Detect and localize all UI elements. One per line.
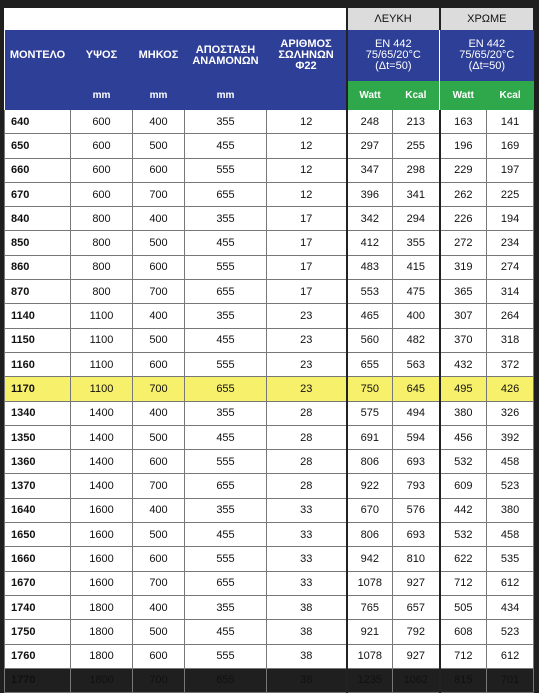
cell-length: 400	[133, 498, 185, 522]
cell-distance: 655	[185, 571, 267, 595]
cell-kcal-chrome: 434	[487, 595, 534, 619]
cell-model: 1650	[5, 523, 71, 547]
cell-kcal-chrome: 458	[487, 523, 534, 547]
cell-distance: 655	[185, 182, 267, 206]
cell-kcal-chrome: 314	[487, 280, 534, 304]
cell-model: 1150	[5, 328, 71, 352]
cell-watt-chrome: 319	[440, 255, 487, 279]
cell-kcal-white: 810	[393, 547, 440, 571]
cell-tubes: 12	[267, 182, 347, 206]
table-row	[5, 304, 534, 328]
table-row	[5, 498, 534, 522]
cell-watt-white: 575	[347, 401, 393, 425]
table-row	[5, 207, 534, 231]
cell-distance: 455	[185, 425, 267, 449]
cell-model: 1740	[5, 595, 71, 619]
table-row	[5, 620, 534, 644]
table-row	[5, 352, 534, 376]
cell-distance: 455	[185, 523, 267, 547]
cell-height: 1100	[71, 352, 133, 376]
cell-length: 500	[133, 425, 185, 449]
cell-watt-chrome: 380	[440, 401, 487, 425]
unit-kcal-white: Kcal	[393, 81, 440, 110]
cell-length: 700	[133, 668, 185, 692]
cell-distance: 555	[185, 352, 267, 376]
header-length: ΜΗΚΟΣ	[133, 30, 185, 81]
cell-height: 1400	[71, 474, 133, 498]
cell-length: 500	[133, 134, 185, 158]
cell-model: 640	[5, 110, 71, 134]
cell-model: 850	[5, 231, 71, 255]
cell-length: 600	[133, 450, 185, 474]
cell-kcal-white: 494	[393, 401, 440, 425]
cell-model: 840	[5, 207, 71, 231]
cell-kcal-chrome: 458	[487, 450, 534, 474]
cell-kcal-chrome: 701	[487, 668, 534, 692]
cell-kcal-white: 657	[393, 595, 440, 619]
cell-watt-chrome: 608	[440, 620, 487, 644]
cell-model: 1750	[5, 620, 71, 644]
cell-kcal-white: 927	[393, 644, 440, 668]
cell-distance: 455	[185, 620, 267, 644]
cell-distance: 355	[185, 595, 267, 619]
cell-tubes: 28	[267, 401, 347, 425]
cell-length: 500	[133, 328, 185, 352]
cell-tubes: 33	[267, 547, 347, 571]
cell-watt-white: 248	[347, 110, 393, 134]
cell-tubes: 33	[267, 498, 347, 522]
cell-kcal-chrome: 197	[487, 158, 534, 182]
cell-height: 600	[71, 182, 133, 206]
cell-kcal-white: 1062	[393, 668, 440, 692]
cell-kcal-white: 213	[393, 110, 440, 134]
cell-distance: 355	[185, 110, 267, 134]
cell-height: 600	[71, 158, 133, 182]
cell-watt-white: 750	[347, 377, 393, 401]
table-row	[5, 595, 534, 619]
cell-model: 1360	[5, 450, 71, 474]
cell-watt-white: 412	[347, 231, 393, 255]
cell-length: 700	[133, 280, 185, 304]
cell-length: 600	[133, 547, 185, 571]
cell-distance: 655	[185, 474, 267, 498]
cell-kcal-white: 415	[393, 255, 440, 279]
cell-kcal-white: 792	[393, 620, 440, 644]
cell-height: 1800	[71, 595, 133, 619]
cell-height: 600	[71, 110, 133, 134]
cell-length: 600	[133, 255, 185, 279]
cell-watt-chrome: 307	[440, 304, 487, 328]
header-height: ΥΨΟΣ	[71, 30, 133, 81]
cell-model: 1660	[5, 547, 71, 571]
cell-tubes: 33	[267, 523, 347, 547]
cell-tubes: 28	[267, 425, 347, 449]
cell-length: 500	[133, 231, 185, 255]
cell-kcal-white: 793	[393, 474, 440, 498]
cell-watt-chrome: 163	[440, 110, 487, 134]
group-header-white: ΛΕΥΚΗ	[347, 8, 440, 30]
cell-tubes: 12	[267, 158, 347, 182]
cell-tubes: 23	[267, 377, 347, 401]
group-header-chrome: ΧΡΩΜΕ	[440, 8, 534, 30]
cell-height: 1100	[71, 304, 133, 328]
standard-line-1: EN 442	[468, 38, 506, 50]
cell-height: 1600	[71, 523, 133, 547]
cell-tubes: 12	[267, 134, 347, 158]
table-row	[5, 450, 534, 474]
cell-kcal-chrome: 535	[487, 547, 534, 571]
cell-length: 400	[133, 401, 185, 425]
cell-watt-chrome: 712	[440, 571, 487, 595]
cell-length: 400	[133, 110, 185, 134]
cell-height: 800	[71, 231, 133, 255]
unit-distance: mm	[185, 81, 267, 110]
table-row	[5, 110, 534, 134]
table-row	[5, 425, 534, 449]
group-header-row	[5, 8, 534, 30]
cell-height: 1400	[71, 401, 133, 425]
cell-watt-white: 553	[347, 280, 393, 304]
cell-kcal-chrome: 372	[487, 352, 534, 376]
cell-tubes: 12	[267, 110, 347, 134]
cell-kcal-chrome: 380	[487, 498, 534, 522]
cell-height: 1400	[71, 425, 133, 449]
cell-tubes: 38	[267, 668, 347, 692]
cell-watt-white: 655	[347, 352, 393, 376]
cell-watt-white: 922	[347, 474, 393, 498]
cell-kcal-chrome: 225	[487, 182, 534, 206]
standard-line-1: EN 442	[374, 38, 412, 50]
cell-height: 1100	[71, 328, 133, 352]
table-row	[5, 134, 534, 158]
cell-watt-white: 560	[347, 328, 393, 352]
column-header-row	[5, 30, 534, 81]
cell-height: 1800	[71, 644, 133, 668]
cell-tubes: 17	[267, 231, 347, 255]
table-body	[5, 110, 534, 693]
table-row	[5, 644, 534, 668]
cell-distance: 355	[185, 498, 267, 522]
cell-model: 670	[5, 182, 71, 206]
cell-watt-white: 396	[347, 182, 393, 206]
cell-height: 1800	[71, 668, 133, 692]
cell-model: 650	[5, 134, 71, 158]
cell-kcal-chrome: 194	[487, 207, 534, 231]
unit-length: mm	[133, 81, 185, 110]
table-row	[5, 523, 534, 547]
cell-kcal-chrome: 426	[487, 377, 534, 401]
cell-height: 600	[71, 134, 133, 158]
cell-watt-chrome: 609	[440, 474, 487, 498]
cell-watt-chrome: 226	[440, 207, 487, 231]
cell-watt-white: 347	[347, 158, 393, 182]
cell-watt-chrome: 712	[440, 644, 487, 668]
cell-watt-white: 806	[347, 450, 393, 474]
cell-length: 400	[133, 207, 185, 231]
table-row	[5, 547, 534, 571]
cell-watt-chrome: 432	[440, 352, 487, 376]
cell-watt-chrome: 456	[440, 425, 487, 449]
cell-watt-white: 1078	[347, 644, 393, 668]
cell-model: 1670	[5, 571, 71, 595]
cell-watt-chrome: 532	[440, 450, 487, 474]
cell-watt-white: 1078	[347, 571, 393, 595]
cell-tubes: 23	[267, 328, 347, 352]
standard-line-2: 75/65/20°C	[365, 49, 421, 61]
cell-watt-chrome: 196	[440, 134, 487, 158]
cell-height: 800	[71, 280, 133, 304]
cell-length: 700	[133, 571, 185, 595]
cell-distance: 355	[185, 304, 267, 328]
cell-height: 1600	[71, 498, 133, 522]
table-row	[5, 231, 534, 255]
cell-length: 600	[133, 158, 185, 182]
cell-distance: 555	[185, 450, 267, 474]
cell-watt-chrome: 262	[440, 182, 487, 206]
cell-kcal-white: 576	[393, 498, 440, 522]
cell-model: 1370	[5, 474, 71, 498]
cell-height: 1600	[71, 571, 133, 595]
cell-length: 700	[133, 474, 185, 498]
cell-tubes: 17	[267, 255, 347, 279]
cell-model: 860	[5, 255, 71, 279]
cell-kcal-white: 341	[393, 182, 440, 206]
cell-kcal-chrome: 318	[487, 328, 534, 352]
cell-distance: 555	[185, 547, 267, 571]
cell-model: 1160	[5, 352, 71, 376]
cell-tubes: 38	[267, 595, 347, 619]
cell-tubes: 17	[267, 280, 347, 304]
cell-length: 500	[133, 523, 185, 547]
cell-length: 600	[133, 644, 185, 668]
cell-kcal-white: 563	[393, 352, 440, 376]
cell-model: 1350	[5, 425, 71, 449]
cell-distance: 655	[185, 668, 267, 692]
cell-kcal-chrome: 392	[487, 425, 534, 449]
table-row	[5, 377, 534, 401]
header-tube-count: ΑΡΙΘΜΟΣ ΣΩΛΗΝΩΝ Φ22	[267, 30, 347, 81]
cell-tubes: 28	[267, 450, 347, 474]
cell-tubes: 33	[267, 571, 347, 595]
cell-kcal-white: 294	[393, 207, 440, 231]
cell-kcal-white: 645	[393, 377, 440, 401]
cell-watt-white: 297	[347, 134, 393, 158]
cell-model: 870	[5, 280, 71, 304]
cell-kcal-chrome: 612	[487, 644, 534, 668]
cell-distance: 455	[185, 134, 267, 158]
cell-length: 600	[133, 352, 185, 376]
table-row	[5, 255, 534, 279]
cell-kcal-white: 482	[393, 328, 440, 352]
cell-length: 500	[133, 620, 185, 644]
table-row	[5, 571, 534, 595]
unit-watt-white: Watt	[347, 81, 393, 110]
cell-kcal-chrome: 274	[487, 255, 534, 279]
cell-kcal-white: 255	[393, 134, 440, 158]
table-row	[5, 474, 534, 498]
cell-kcal-white: 355	[393, 231, 440, 255]
cell-model: 1770	[5, 668, 71, 692]
table-row	[5, 158, 534, 182]
cell-kcal-chrome: 264	[487, 304, 534, 328]
cell-watt-white: 483	[347, 255, 393, 279]
cell-watt-white: 1235	[347, 668, 393, 692]
cell-distance: 555	[185, 644, 267, 668]
cell-watt-white: 465	[347, 304, 393, 328]
cell-distance: 555	[185, 255, 267, 279]
table-row	[5, 401, 534, 425]
cell-model: 1170	[5, 377, 71, 401]
cell-height: 1100	[71, 377, 133, 401]
cell-distance: 355	[185, 207, 267, 231]
unit-watt-chrome: Watt	[440, 81, 487, 110]
cell-kcal-white: 693	[393, 523, 440, 547]
cell-tubes: 28	[267, 474, 347, 498]
cell-kcal-white: 693	[393, 450, 440, 474]
cell-length: 400	[133, 304, 185, 328]
cell-watt-chrome: 815	[440, 668, 487, 692]
cell-length: 700	[133, 182, 185, 206]
cell-model: 660	[5, 158, 71, 182]
cell-length: 700	[133, 377, 185, 401]
cell-kcal-chrome: 523	[487, 620, 534, 644]
cell-kcal-chrome: 169	[487, 134, 534, 158]
table-row	[5, 668, 534, 692]
cell-model: 1760	[5, 644, 71, 668]
cell-watt-white: 921	[347, 620, 393, 644]
cell-watt-white: 942	[347, 547, 393, 571]
cell-distance: 555	[185, 158, 267, 182]
cell-height: 1800	[71, 620, 133, 644]
cell-height: 1600	[71, 547, 133, 571]
cell-kcal-white: 927	[393, 571, 440, 595]
standard-line-3: (Δt=50)	[375, 60, 412, 72]
cell-tubes: 23	[267, 352, 347, 376]
cell-tubes: 23	[267, 304, 347, 328]
standard-white	[347, 30, 440, 81]
standard-chrome	[440, 30, 534, 81]
cell-kcal-white: 475	[393, 280, 440, 304]
table-row	[5, 328, 534, 352]
cell-distance: 655	[185, 377, 267, 401]
cell-distance: 655	[185, 280, 267, 304]
spec-table	[4, 8, 534, 693]
cell-kcal-white: 594	[393, 425, 440, 449]
cell-watt-chrome: 442	[440, 498, 487, 522]
group-spacer	[5, 8, 347, 30]
cell-model: 1640	[5, 498, 71, 522]
cell-watt-chrome: 272	[440, 231, 487, 255]
cell-kcal-chrome: 234	[487, 231, 534, 255]
cell-kcal-white: 400	[393, 304, 440, 328]
cell-watt-chrome: 365	[440, 280, 487, 304]
cell-kcal-chrome: 326	[487, 401, 534, 425]
cell-distance: 455	[185, 231, 267, 255]
cell-watt-white: 765	[347, 595, 393, 619]
cell-length: 400	[133, 595, 185, 619]
standard-line-2: 75/65/20°C	[459, 49, 515, 61]
cell-height: 800	[71, 255, 133, 279]
unit-blank	[5, 81, 71, 110]
radiator-spec-table	[4, 8, 533, 687]
cell-watt-white: 342	[347, 207, 393, 231]
cell-distance: 455	[185, 328, 267, 352]
cell-height: 1400	[71, 450, 133, 474]
cell-watt-white: 806	[347, 523, 393, 547]
cell-watt-chrome: 495	[440, 377, 487, 401]
cell-height: 800	[71, 207, 133, 231]
cell-watt-chrome: 229	[440, 158, 487, 182]
cell-kcal-chrome: 141	[487, 110, 534, 134]
cell-model: 1340	[5, 401, 71, 425]
cell-tubes: 38	[267, 620, 347, 644]
unit-blank	[267, 81, 347, 110]
cell-watt-chrome: 505	[440, 595, 487, 619]
table-row	[5, 280, 534, 304]
cell-distance: 355	[185, 401, 267, 425]
cell-tubes: 38	[267, 644, 347, 668]
unit-kcal-chrome: Kcal	[487, 81, 534, 110]
header-model: ΜΟΝΤΕΛΟ	[5, 30, 71, 81]
cell-model: 1140	[5, 304, 71, 328]
cell-kcal-chrome: 612	[487, 571, 534, 595]
cell-kcal-white: 298	[393, 158, 440, 182]
unit-row	[5, 81, 534, 110]
cell-watt-white: 691	[347, 425, 393, 449]
cell-watt-chrome: 532	[440, 523, 487, 547]
table-row	[5, 182, 534, 206]
cell-kcal-chrome: 523	[487, 474, 534, 498]
unit-height: mm	[71, 81, 133, 110]
cell-watt-chrome: 370	[440, 328, 487, 352]
cell-tubes: 17	[267, 207, 347, 231]
header-connection-distance: ΑΠΟΣΤΑΣΗ ΑΝΑΜΟΝΩΝ	[185, 30, 267, 81]
cell-watt-chrome: 622	[440, 547, 487, 571]
cell-watt-white: 670	[347, 498, 393, 522]
standard-line-3: (Δt=50)	[468, 60, 505, 72]
